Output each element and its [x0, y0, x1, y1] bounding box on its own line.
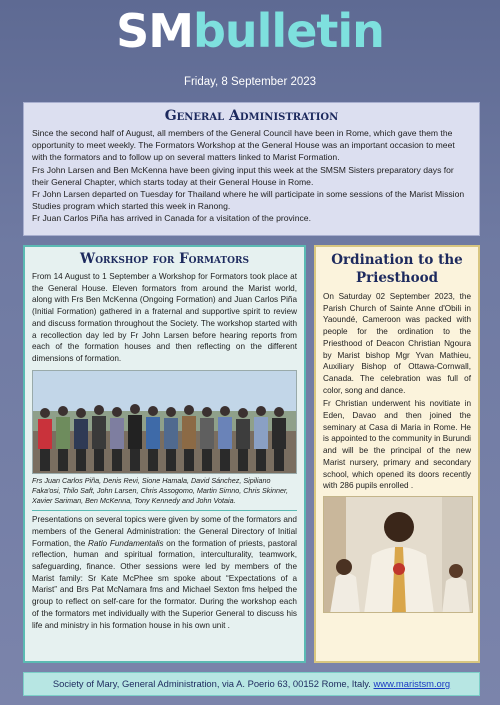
- group-photo: [32, 370, 297, 474]
- website-link[interactable]: www.maristsm.org: [373, 678, 451, 689]
- masthead-logo: [0, 4, 500, 58]
- ordination-photo-illustration: [324, 497, 473, 613]
- section-divider: [32, 510, 297, 511]
- ordination-photo: [323, 496, 473, 613]
- workshop-paragraph-1: From 14 August to 1 September a Workshop for Formators took place at the General House. Eleven formators from around the Marist world, along with Frs Ben McKenna (Ongoing Formation) and Juan Carlos Piña (Initial Formation) gathered in a fraternal and supportive spirit to review and discuss formation throughout the Society. The workshop started with a recollection day led by Fr John Larsen before hearing reports from each of the formation houses and then reflecting on the different dimensions of formation.: [32, 272, 297, 363]
- ordination-title: Ordination to the Priesthood: [331, 252, 463, 286]
- group-photo-caption: Frs Juan Carlos Piña, Denis Revi, Sione Hamala, David Sánchez, Sipiliano Faka'osi, Thilo Saft, John Larsen, Chris Assogomo, Martin Simno, Chris Skinner, Xavier Sariman, Ben McKenna, Tony Kennedy and John Votaia.: [32, 475, 288, 506]
- ordination-paragraph-1: On Saturday 02 September 2023, the Parish Church of Sainte Anne d'Obili in Yaoundé, Cameroon was packed with people for the ordination to the Priesthood of Deacon Christian Ngoura by Marist bishop Mgr Yvan Mathieu, Auxiliary Bishop of Ottawa-Cornwall, Canada. The celebration was full of color, song and dance.: [323, 292, 471, 395]
- general-administration-section: [23, 102, 480, 236]
- workshop-paragraph-2-end: on the formation of priests, pastoral reflection, human and spiritual formation, interculturality, teamwork, safeguarding, finance. Other sessions were led by members of the Marist family: Sr Kate McPhee sm spoke about “Expectations of a Marist” and Brs Pat McNamara fms and Michael Sexton fms helped the group to reflect on self-care for the formator. During the workshop each of the formators met individually with the Superior General to discuss his life and ministry in his formation house in his own unit .: [32, 538, 297, 630]
- workshop-section: [23, 245, 306, 663]
- ga-paragraph: Since the second half of August, all members of the General Council have been in Rome, which gave them the opportunity to meet weekly. The Formators Workshop at the General House was an important occasion to meet with the formators and to follow up on several matters linked to Marist Formation.: [32, 128, 455, 163]
- workshop-paragraph-2: [32, 514, 297, 631]
- workshop-paragraph-2-start: Presentations on several topics were given by some of the formators and members of the General Administration: the General Directory of Initial Formation, the: [32, 515, 297, 548]
- issue-date: Friday, 8 September 2023: [183, 76, 317, 88]
- ga-paragraph: Frs John Larsen and Ben McKenna have been giving input this week at the SMSM Sisters preparatory days for their General Chapter, which starts today at their General House in Rome.: [32, 164, 454, 187]
- workshop-title: Workshop for Formators: [80, 251, 249, 267]
- ga-paragraph: Fr John Larsen departed on Tuesday for Thailand where he will participate in some sessions of the Marist Mission Studies program which started this week in Ranong.: [32, 189, 465, 212]
- masthead-part-sm: SM: [116, 4, 193, 58]
- ratio-fundamentalis-title: Ratio Fundamentalis: [88, 538, 164, 548]
- footer-address: Society of Mary, General Administration, via A. Poerio 63, 00152 Rome, Italy.: [52, 678, 371, 689]
- ordination-paragraph-2: Fr Christian underwent his novitiate in Eden, Davao and then joined the seminary at Casa di Maria in Rome. He is appointed to the community in Burundi and will be the principal of the new Marist nursery, primary and secondary school, which opened its doors recently with 286 pupils enrolled .: [323, 399, 471, 491]
- masthead-part-bulletin: bulletin: [192, 4, 384, 58]
- ga-paragraph: Fr Juan Carlos Piña has arrived in Canada for a visitation of the province.: [32, 213, 311, 224]
- general-administration-title: General Administration: [164, 108, 339, 124]
- group-photo-illustration: [33, 371, 297, 474]
- footer: [23, 672, 480, 696]
- ordination-section: [314, 245, 480, 663]
